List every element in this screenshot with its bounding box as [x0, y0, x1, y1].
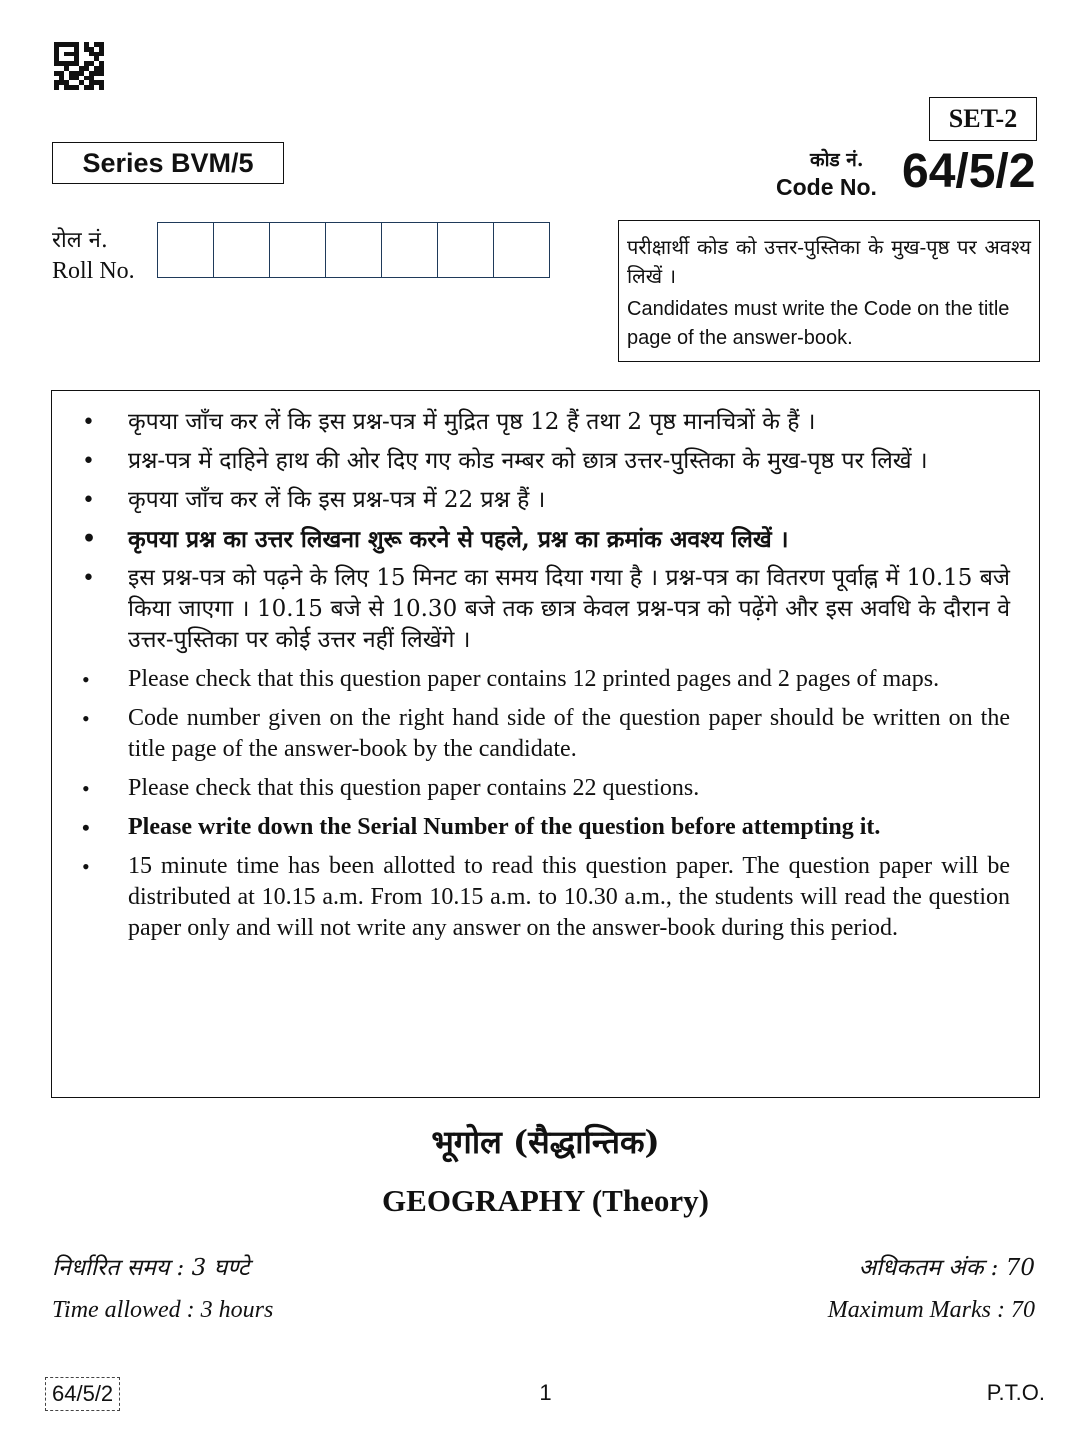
- roll-label: Roll No.: [52, 258, 135, 284]
- instruction-item: • Code number given on the right hand side of the question paper should be written on the title page of the answer-book by the candidate.: [82, 703, 1010, 765]
- code-number: 64/5/2: [902, 145, 1036, 198]
- pto-label: P.T.O.: [986, 1380, 1045, 1405]
- series-label: Series BVM/5: [52, 142, 284, 184]
- set-label: SET-2: [929, 97, 1037, 141]
- code-label: Code No.: [776, 174, 877, 200]
- maximum-marks: Maximum Marks : 70: [827, 1297, 1035, 1323]
- roll-number-box[interactable]: [494, 223, 549, 277]
- page-number: 1: [539, 1380, 552, 1405]
- instruction-item: • Please check that this question paper contains 22 questions.: [82, 773, 1010, 804]
- candidate-note-hindi: परीक्षार्थी कोड को उत्तर-पुस्तिका के मुख-पृष्ठ पर अवश्य लिखें ।: [627, 235, 1031, 288]
- instruction-item: • इस प्रश्न-पत्र को पढ़ने के लिए 15 मिनट का समय दिया गया है । प्रश्न-पत्र का वितरण पूर्वाह्न में 10.15 बजे किया जाएगा । 10.15 बजे से 10.30 बजे तक छात्र केवल प्रश्न-पत्र को पढ़ेंगे और इस अवधि के दौरान वे उत्तर-पुस्तिका पर कोई उत्तर नहीं लिखेंगे ।: [82, 563, 1010, 656]
- candidate-note-english: Candidates must write the Code on the title page of the answer-book.: [627, 298, 1010, 349]
- roll-number-box[interactable]: [214, 223, 270, 277]
- qr-code: [54, 42, 104, 90]
- instruction-item: • Please check that this question paper contains 12 printed pages and 2 pages of maps.: [82, 664, 1010, 695]
- maximum-marks-hindi: अधिकतम अंक : 70: [858, 1255, 1035, 1281]
- instruction-item: • कृपया जाँच कर लें कि इस प्रश्न-पत्र में 22 प्रश्न हैं ।: [82, 485, 1010, 516]
- instruction-item: • कृपया जाँच कर लें कि इस प्रश्न-पत्र में मुद्रित पृष्ठ 12 हैं तथा 2 पृष्ठ मानचित्रों के हैं ।: [82, 407, 1010, 438]
- roll-number-box[interactable]: [270, 223, 326, 277]
- roll-number-box[interactable]: [382, 223, 438, 277]
- subject-title: GEOGRAPHY (Theory): [382, 1183, 709, 1218]
- instruction-item: • प्रश्न-पत्र में दाहिने हाथ की ओर दिए गए कोड नम्बर को छात्र उत्तर-पुस्तिका के मुख-पृष्ठ पर लिखें ।: [82, 446, 1010, 477]
- instructions-list: [82, 407, 1010, 952]
- code-label-hindi: कोड नं.: [810, 149, 864, 171]
- footer-code: 64/5/2: [45, 1377, 120, 1411]
- instruction-item: • 15 minute time has been allotted to read this question paper. The question paper will be distributed at 10.15 a.m. From 10.15 a.m. to 10.30 a.m., the students will read the question paper only and will not write any answer on the answer-book during this period.: [82, 851, 1010, 944]
- time-allowed-hindi: निर्धारित समय : 3 घण्टे: [52, 1255, 250, 1281]
- roll-number-box[interactable]: [326, 223, 382, 277]
- roll-label-hindi: रोल नं.: [52, 228, 108, 253]
- roll-number-box[interactable]: [438, 223, 494, 277]
- candidate-note-box: [618, 220, 1040, 362]
- roll-number-boxes[interactable]: [157, 222, 550, 278]
- instructions-box: [51, 390, 1040, 1098]
- instruction-item: • Please write down the Serial Number of the question before attempting it.: [82, 812, 1010, 843]
- instruction-item: • कृपया प्रश्न का उत्तर लिखना शुरू करने से पहले, प्रश्न का क्रमांक अवश्य लिखें ।: [82, 524, 1010, 555]
- roll-number-box[interactable]: [158, 223, 214, 277]
- subject-title-hindi: भूगोल (सैद्धान्तिक): [431, 1123, 660, 1161]
- time-allowed: Time allowed : 3 hours: [52, 1297, 274, 1323]
